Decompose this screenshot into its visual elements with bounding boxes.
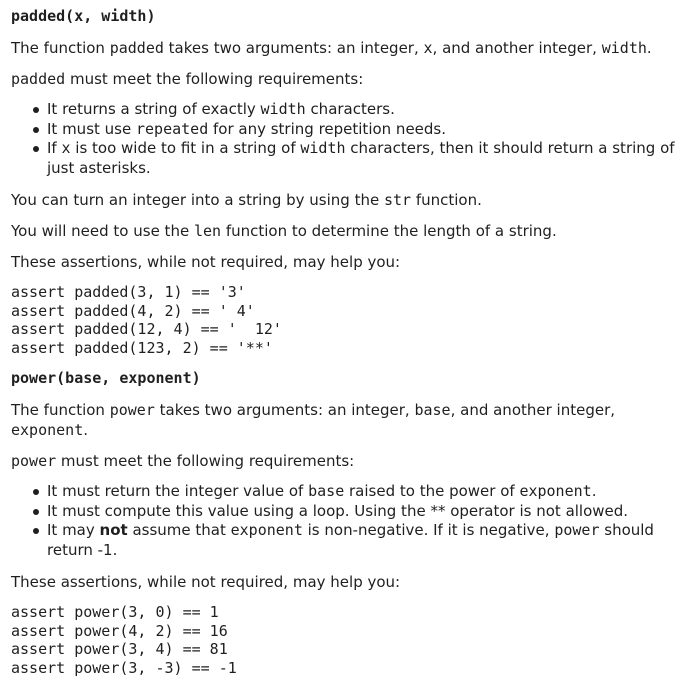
inline-code: width bbox=[300, 139, 345, 157]
requirement-item bbox=[33, 100, 690, 120]
requirement-item bbox=[33, 139, 690, 178]
text-run: not bbox=[100, 521, 128, 539]
power-assertions-intro: These assertions, while not required, may help you: bbox=[11, 572, 690, 592]
inline-code: width bbox=[261, 100, 306, 118]
text-run: , and another integer, bbox=[433, 39, 602, 57]
requirement-item bbox=[33, 120, 690, 140]
padded-intro bbox=[11, 38, 690, 58]
assertion-line: assert power(3, 0) == 1 bbox=[11, 603, 690, 622]
padded-str-note bbox=[11, 190, 690, 210]
text-run: for any string repetition needs. bbox=[208, 120, 446, 138]
power-requirements-list bbox=[11, 482, 690, 560]
text-run: must meet the following requirements: bbox=[56, 452, 354, 470]
power-assertions-code bbox=[11, 603, 690, 677]
inline-code: exponent bbox=[519, 482, 591, 500]
inline-code: str bbox=[384, 191, 411, 209]
power-heading: power(base, exponent) bbox=[11, 368, 690, 388]
inline-code: padded bbox=[11, 70, 65, 88]
text-run: should return -1. bbox=[47, 521, 654, 559]
padded-requirements-list bbox=[11, 100, 690, 178]
power-intro bbox=[11, 400, 690, 440]
assertion-line: assert power(4, 2) == 16 bbox=[11, 622, 690, 641]
text-run: , and another integer, bbox=[451, 401, 615, 419]
text-run: It returns a string of exactly bbox=[47, 100, 261, 118]
text-run: You can turn an integer into a string by using the bbox=[11, 191, 384, 209]
text-run: . bbox=[83, 421, 88, 439]
inline-code: power bbox=[11, 452, 56, 470]
text-run: The function bbox=[11, 401, 110, 419]
text-run: characters, then it should return a string of just asterisks. bbox=[47, 139, 675, 177]
inline-code: width bbox=[602, 39, 647, 57]
inline-code: power bbox=[554, 521, 599, 539]
text-run: raised to the power of bbox=[344, 482, 519, 500]
text-run: must meet the following requirements: bbox=[65, 70, 363, 88]
requirement-item bbox=[33, 482, 690, 502]
text-run: function. bbox=[411, 191, 482, 209]
text-run: takes two arguments: an integer, bbox=[155, 401, 415, 419]
padded-assertions-code bbox=[11, 283, 690, 357]
text-run: It may bbox=[47, 521, 100, 539]
padded-requirements-intro bbox=[11, 69, 690, 89]
requirement-item bbox=[33, 521, 690, 560]
padded-len-note bbox=[11, 221, 690, 241]
text-run: . bbox=[647, 39, 652, 57]
text-run: The function bbox=[11, 39, 110, 57]
requirement-item bbox=[33, 502, 690, 522]
inline-code: repeated bbox=[136, 120, 208, 138]
inline-code: exponent bbox=[11, 421, 83, 439]
assertion-line: assert padded(12, 4) == ' 12' bbox=[11, 320, 690, 339]
inline-code: base bbox=[308, 482, 344, 500]
inline-code: x bbox=[424, 39, 433, 57]
inline-code: x bbox=[61, 139, 70, 157]
assertion-line: assert padded(3, 1) == '3' bbox=[11, 283, 690, 302]
inline-code: padded bbox=[110, 39, 164, 57]
text-run: takes two arguments: an integer, bbox=[164, 39, 424, 57]
assertion-line: assert power(3, 4) == 81 bbox=[11, 640, 690, 659]
assertion-line: assert padded(123, 2) == '**' bbox=[11, 339, 690, 358]
text-run: characters. bbox=[306, 100, 395, 118]
text-run: assume that bbox=[128, 521, 231, 539]
assertion-line: assert power(3, -3) == -1 bbox=[11, 659, 690, 677]
padded-assertions-intro: These assertions, while not required, may help you: bbox=[11, 252, 690, 272]
text-run: If bbox=[47, 139, 61, 157]
inline-code: power bbox=[110, 401, 155, 419]
assertion-line: assert padded(4, 2) == ' 4' bbox=[11, 302, 690, 321]
inline-code: base bbox=[414, 401, 450, 419]
text-run: You will need to use the bbox=[11, 222, 194, 240]
padded-heading: padded(x, width) bbox=[11, 6, 690, 26]
text-run: function to determine the length of a string. bbox=[221, 222, 557, 240]
power-requirements-intro bbox=[11, 451, 690, 471]
text-run: It must use bbox=[47, 120, 136, 138]
text-run: It must return the integer value of bbox=[47, 482, 308, 500]
text-run: . bbox=[592, 482, 597, 500]
text-run: It must compute this value using a loop. Using the ** operator is not allowed. bbox=[47, 502, 628, 520]
inline-code: exponent bbox=[231, 521, 303, 539]
inline-code: len bbox=[194, 222, 221, 240]
text-run: is non-negative. If it is negative, bbox=[303, 521, 554, 539]
text-run: is too wide to fit in a string of bbox=[71, 139, 301, 157]
